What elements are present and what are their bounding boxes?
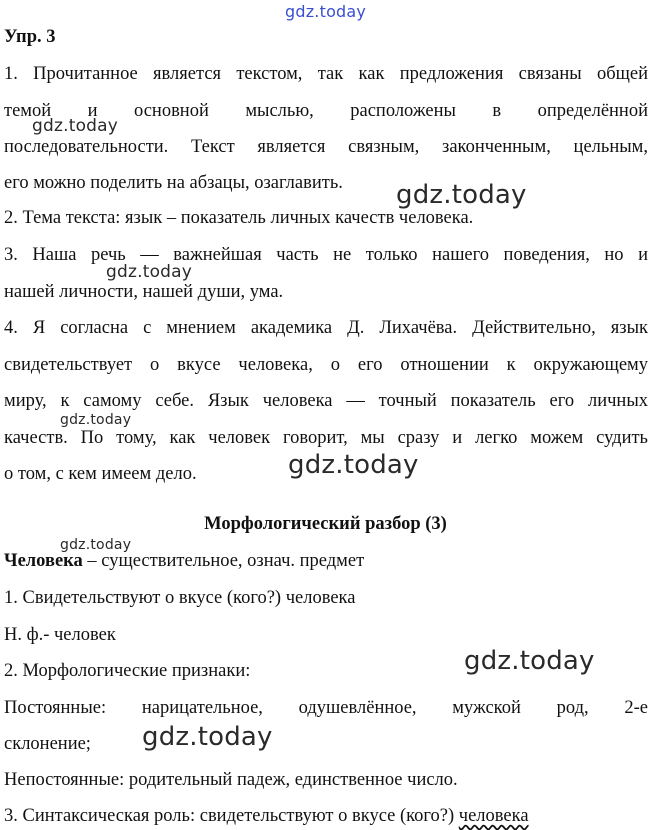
morph-heading: Морфологический разбор (3) (204, 514, 447, 534)
morph-line-7-word: человека (458, 806, 529, 826)
paragraph-4-line-2: свидетельствует о вкусе человека, о его отношении к окружающему (4, 355, 648, 375)
paragraph-4-line-3: миру, к самому себе. Язык человека — точный показатель его личных (4, 391, 648, 411)
watermark: gdz.today (60, 412, 132, 428)
paragraph-2: 2. Тема текста: язык – показатель личных качеств человека. (4, 208, 474, 228)
exercise-title: Упр. 3 (4, 27, 56, 47)
watermark: gdz.today (396, 180, 527, 210)
morph-word-line (4, 550, 364, 572)
paragraph-3-line-1: 3. Наша речь — важнейшая часть не только нашего поведения, но и (4, 245, 648, 265)
paragraph-1-line-2: темой и основной мыслью, расположены в определённой (4, 101, 648, 121)
paragraph-1-line-3: последовательности. Текст является связным, законченным, цельным, (4, 137, 648, 157)
morph-line-1: 1. Свидетельствуют о вкусе (кого?) человека (4, 588, 356, 608)
morph-line-7-prefix: 3. Синтаксическая роль: свидетельствуют о вкусе (кого?) (4, 806, 459, 826)
morph-line-6: Непостоянные: родительный падеж, единственное число. (4, 770, 458, 790)
watermark: gdz.today (288, 450, 419, 480)
watermark-top: gdz.today (285, 2, 367, 21)
paragraph-1-line-4: его можно поделить на абзацы, озаглавить. (4, 173, 343, 193)
watermark: gdz.today (464, 646, 595, 676)
watermark: gdz.today (32, 116, 119, 136)
morph-word: Человека (4, 551, 83, 571)
watermark: gdz.today (106, 262, 193, 282)
paragraph-4-line-5: о том, с кем имеем дело. (4, 464, 197, 484)
morph-line-3: 2. Морфологические признаки: (4, 661, 251, 681)
morph-line-7 (4, 805, 529, 827)
paragraph-3-line-2: нашей личности, нашей души, ума. (4, 282, 284, 302)
morph-line-5: склонение; (4, 734, 91, 754)
paragraph-4-line-1: 4. Я согласна с мнением академика Д. Лихачёва. Действительно, язык (4, 318, 648, 338)
morph-word-desc: – существительное, означ. предмет (82, 551, 365, 571)
watermark: gdz.today (142, 722, 273, 752)
watermark: gdz.today (60, 537, 132, 553)
morph-line-4: Постоянные: нарицательное, одушевлённое, мужской род, 2-е (4, 698, 648, 718)
paragraph-1-line-1: 1. Прочитанное является текстом, так как предложения связаны общей (4, 64, 648, 84)
paragraph-4-line-4: качеств. По тому, как человек говорит, мы сразу и легко можем судить (4, 428, 648, 448)
morph-line-2: Н. ф.- человек (4, 625, 116, 645)
